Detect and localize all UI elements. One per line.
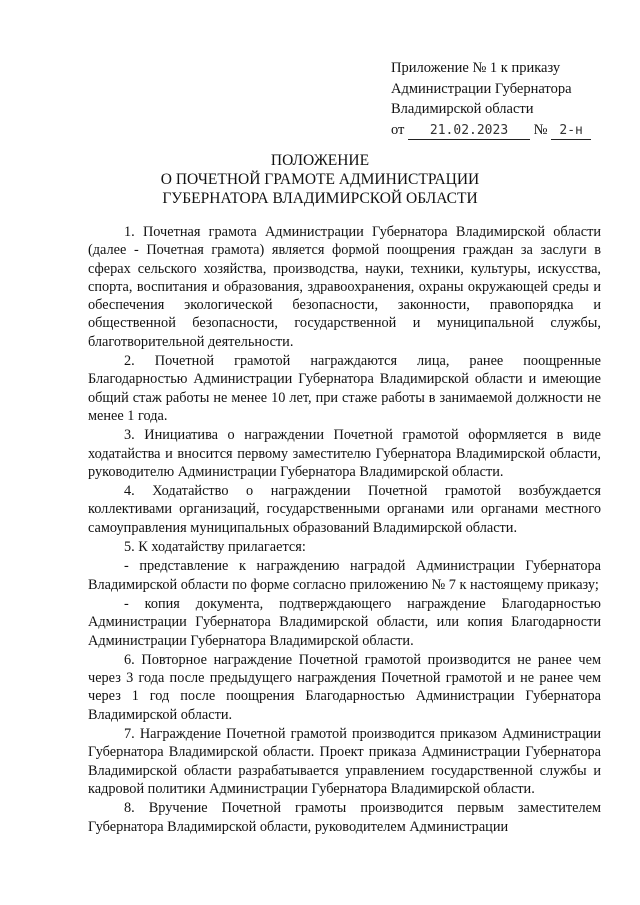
date-field [408,122,530,140]
document-body [88,223,601,837]
paragraph-1: 1. Почетная грамота Администрации Губернатора Владимирской области (далее - Почетная грамота) является формой поощрения граждан за заслуги в сферах сельского хозяйства, производства, науки, техники, культуры, искусства, спорта, воспитания и образования, здравоохранения, охраны окружающей среды и обеспечения экологической безопасности, законности, правопорядка и общественной безопасности, государственной и муниципальной службы, благотворительной деятельности. [88,224,601,350]
appendix-line-2: Администрации Губернатора [391,80,572,97]
paragraph-5: 5. К ходатайству прилагается: [124,539,306,556]
appendix-line-1: Приложение № 1 к приказу [391,60,561,76]
appendix-date-line [391,120,591,141]
appendix-header [391,58,591,140]
paragraph-4: 4. Ходатайство о награждении Почетной грамотой возбуждается коллективами организаций, государственными органами или органами местного самоуправления муниципальных образований Владимирской области. [88,483,601,536]
paragraph-6: 6. Повторное награждение Почетной грамотой производится не ранее чем через 3 года после предыдущего награждения Почетной грамотой и не ранее чем через 1 год после поощрения Благодарностью Администрации Губернатора Владимирской области. [88,651,601,723]
from-label: от [391,121,405,138]
paragraph-5-item-1: - представление к награждению наградой Администрации Губернатора Владимирской области по форме согласно приложению № 7 к настоящему приказу; [88,558,601,593]
paragraph-8: 8. Вручение Почетной грамоты производится первым заместителем Губернатора Владимирской области, руководителем Администрации [88,800,601,835]
number-field [551,122,591,140]
document-title [0,151,640,208]
title-line-3: ГУБЕРНАТОРА ВЛАДИМИРСКОЙ ОБЛАСТИ [162,190,478,207]
number-label: № [533,121,548,138]
paragraph-5-item-2: - копия документа, подтверждающего награждение Благодарностью Администрации Губернатора Владимирской области, или копия Благодарности Администрации Губернатора Владимирской области. [88,595,601,649]
paragraph-3: 3. Инициатива о награждении Почетной грамотой оформляется в виде ходатайства и вносится первому заместителю Губернатора Владимирской области, руководителю Администрации Губернатора Владимирской области. [88,427,601,480]
title-line-1: ПОЛОЖЕНИЕ [270,152,370,169]
paragraph-7: 7. Награждение Почетной грамотой производится приказом Администрации Губернатора Владимирской области. Проект приказа Администрации Губернатора Владимирской области разрабатывается управлением государственной службы и кадровой политики Администрации Губернатора Владимирской области. [88,726,601,797]
date-value: 21.02.2023 [429,122,509,138]
paragraph-2: 2. Почетной грамотой награждаются лица, ранее поощренные Благодарностью Администрации Губернатора Владимирской области и имеющие общий стаж работы не менее 10 лет, при стаже работы в занимаемой должности не менее 1 года. [88,353,601,424]
title-line-2: О ПОЧЕТНОЙ ГРАМОТЕ АДМИНИСТРАЦИИ [160,171,480,188]
appendix-line-3: Владимирской области [391,101,534,117]
number-value: 2-н [559,122,583,138]
